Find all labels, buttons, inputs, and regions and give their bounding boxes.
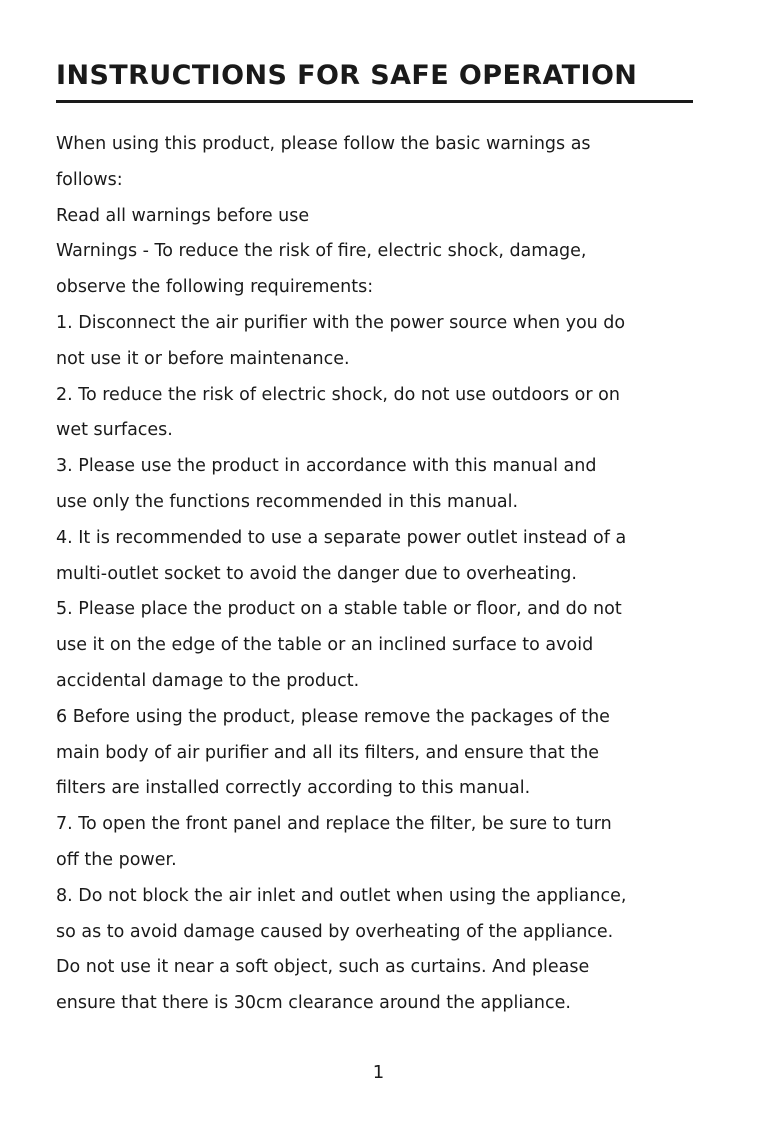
body-line: wet surfaces. [56, 420, 173, 441]
body-line: not use it or before maintenance. [56, 348, 350, 369]
page-number: 1 [372, 1062, 385, 1083]
body-line: 1. Disconnect the air purifier with the power source when you do [56, 312, 626, 333]
page-title: INSTRUCTIONS FOR SAFE OPERATION [56, 60, 638, 91]
body-line: follows: [56, 169, 123, 190]
body-line: filters are installed correctly according to this manual. [56, 778, 531, 799]
body-line: use it on the edge of the table or an inclined surface to avoid [56, 635, 594, 656]
title-underline [56, 100, 693, 103]
body-line: so as to avoid damage caused by overheating of the appliance. [56, 921, 614, 942]
body-line: Read all warnings before use [56, 205, 310, 226]
body-line: observe the following requirements: [56, 277, 374, 298]
body-line: Warnings - To reduce the risk of fire, electric shock, damage, [56, 241, 587, 262]
body-line: 6 Before using the product, please remove the packages of the [56, 706, 610, 727]
body-line: ensure that there is 30cm clearance around the appliance. [56, 993, 571, 1014]
body-line: multi-outlet socket to avoid the danger due to overheating. [56, 563, 577, 584]
body-line: use only the functions recommended in this manual. [56, 491, 519, 512]
body-line: 5. Please place the product on a stable table or floor, and do not [56, 599, 622, 620]
body-line: Do not use it near a soft object, such as curtains. And please [56, 957, 590, 978]
body-line: 3. Please use the product in accordance with this manual and [56, 456, 597, 477]
body-line: 7. To open the front panel and replace the filter, be sure to turn [56, 814, 612, 835]
body-line: 2. To reduce the risk of electric shock, do not use outdoors or on [56, 384, 620, 405]
body-line: accidental damage to the product. [56, 670, 360, 691]
body-line: When using this product, please follow the basic warnings as [56, 134, 591, 154]
body-line: off the power. [56, 849, 177, 870]
body-line: main body of air purifier and all its filters, and ensure that the [56, 742, 600, 763]
body-line: 4. It is recommended to use a separate power outlet instead of a [56, 527, 627, 548]
body-line: 8. Do not block the air inlet and outlet when using the appliance, [56, 885, 627, 906]
document-page [56, 56, 706, 1022]
instructions-body [56, 127, 706, 1022]
